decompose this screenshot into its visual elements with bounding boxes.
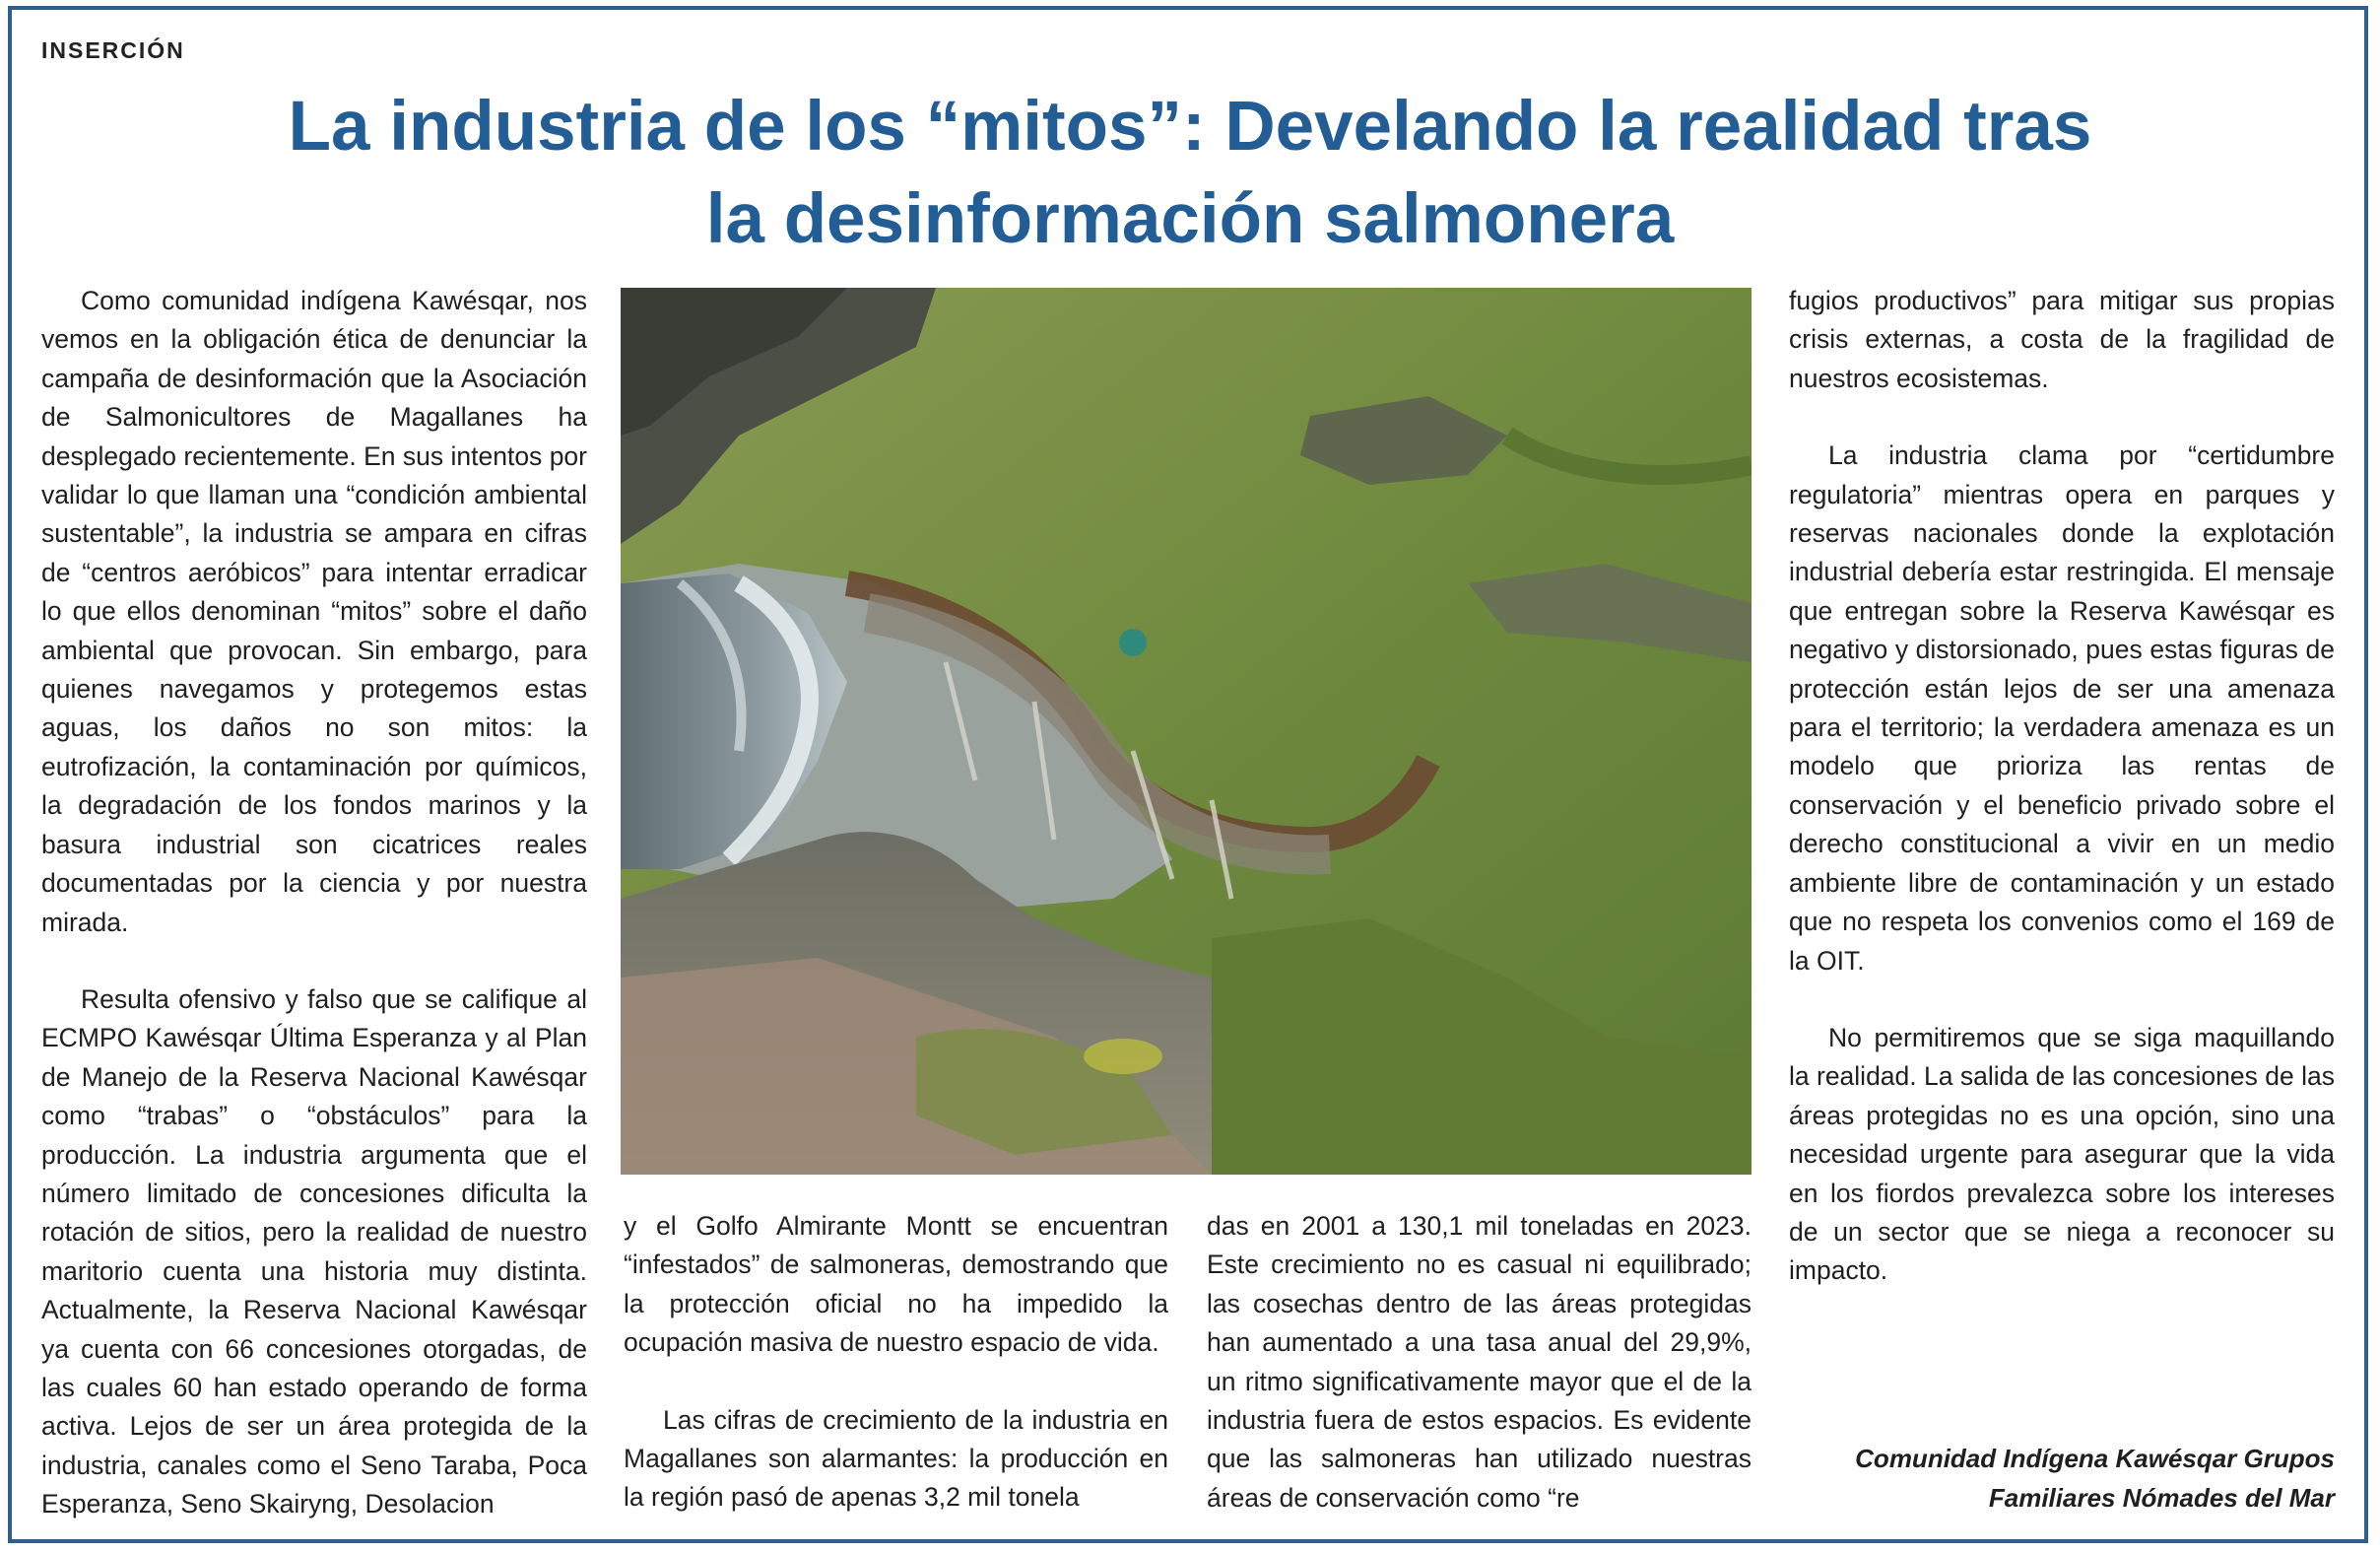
- section-label: INSERCIÓN: [41, 37, 185, 63]
- headline-line-2: la desinformación salmonera: [705, 180, 1675, 258]
- paragraph: La industria clama por “certidumbre regulatoria” mientras opera en parques y reservas nacionales donde la explotación industrial debería estar restringida. El mensaje que entregan sobre la Reserva Kawésqar es negativo y distorsionado, pues estas figuras de protección están lejos de ser una amenaza para el territorio; la verdadera amenaza es un modelo que prioriza las rentas de conservación y el beneficio privado sobre el derecho constitucional a vivir en un medio ambiente libre de contaminación y un estado que no respeta los convenios como el 169 de la OIT.: [1789, 440, 2335, 976]
- paragraph: No permitiremos que se siga maquillando la realidad. La salida de las concesiones de las áreas protegidas no es una opción, sino una necesidad urgente para asegurar que la vida en los fiordos prevalezca sobre los intereses de un sector que se niega a reconocer su impacto.: [1789, 1022, 2335, 1286]
- headline: [59, 81, 2321, 266]
- paragraph: Las cifras de crecimiento de la industria en Magallanes son alarmantes: la producción en la región pasó de apenas 3,2 mil tonela: [624, 1404, 1168, 1513]
- article-column-4: [1789, 282, 2335, 1291]
- article-column-3: [1207, 1207, 1752, 1518]
- paragraph: fugios productivos” para mitigar sus propias crisis externas, a costa de la fragilidad de nuestros ecosistemas.: [1789, 286, 2335, 393]
- paragraph: Resulta ofensivo y falso que se califique al ECMPO Kawésqar Última Esperanza y al Plan de Manejo de la Reserva Nacional Kawésqar como “trabas” o “obstáculos” para la producción. La industria argumenta que el número limitado de concesiones dificulta la rotación de sitios, pero la realidad de nuestro maritorio cuenta una historia muy distinta. Actualmente, la Reserva Nacional Kawésqar ya cuenta con 66 concesiones otorgadas, de las cuales 60 han estado operando de forma activa. Lejos de ser un área protegida de la industria, canales como el Seno Taraba, Poca Esperanza, Seno Skairyng, Desolacion: [41, 983, 587, 1519]
- article-column-2: [624, 1207, 1168, 1518]
- paragraph: Como comunidad indígena Kawésqar, nos vemos en la obligación ética de denunciar la campaña de desinformación que la Asociación de Salmonicultores de Magallanes ha desplegado recientemente. En sus intentos por validar lo que llaman una “condición ambiental sustentable”, la industria se ampara en cifras de “centros aeróbicos” para intentar erradicar lo que ellos denominan “mitos” sobre el daño ambiental que provocan. Sin embargo, para quienes navegamos y protegemos estas aguas, los daños no son mitos: la eutrofización, la contaminación por químicos, la degradación de los fondos marinos y la basura industrial son cicatrices reales documentadas por la ciencia y por nuestra mirada.: [41, 286, 587, 937]
- article-column-1: [41, 282, 587, 1524]
- signature-line-2: Familiares Nómades del Mar: [1988, 1483, 2335, 1513]
- signature-line-1: Comunidad Indígena Kawésqar Grupos: [1855, 1444, 2335, 1473]
- headline-line-1: La industria de los “mitos”: Develando la realidad tras: [288, 88, 2092, 166]
- paragraph: das en 2001 a 130,1 mil toneladas en 2023. Este crecimiento no es casual ni equilibrado; las cosechas dentro de las áreas protegidas han aumentado a una tasa anual del 29,9%, un ritmo significativamente mayor que el de la industria fuera de estos espacios. Es evidente que las salmoneras han utilizado nuestras áreas de conservación como “re: [1207, 1211, 1752, 1513]
- author-signature: [1789, 1439, 2335, 1518]
- article-photo: [621, 288, 1752, 1175]
- paragraph: y el Golfo Almirante Montt se encuentran “infestados” de salmoneras, demostrando que la protección oficial no ha impedido la ocupación masiva de nuestro espacio de vida.: [624, 1211, 1168, 1358]
